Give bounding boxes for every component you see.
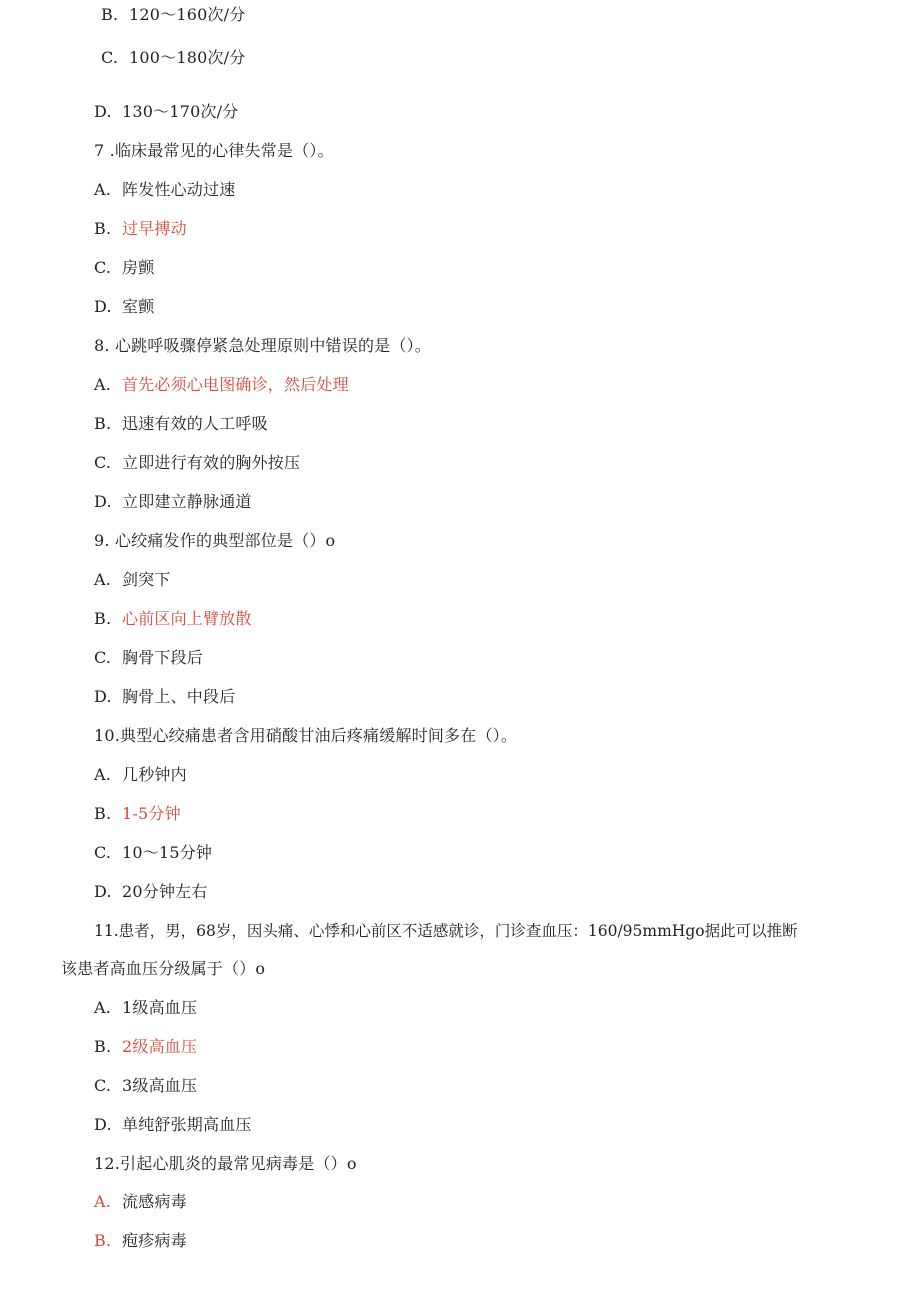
option-9d: [94, 686, 235, 708]
option-12b: [94, 1230, 187, 1252]
option-label: A.: [94, 998, 112, 1017]
option-text: 1级高血压: [122, 998, 198, 1017]
option-label: D.: [94, 297, 112, 316]
option-text: 室颤: [122, 297, 155, 316]
option-6c: [101, 47, 245, 69]
option-text: 剑突下: [122, 570, 171, 589]
option-text: 胸骨下段后: [122, 648, 204, 667]
option-label: B.: [94, 414, 112, 433]
option-text: 疱疹病毒: [122, 1231, 187, 1250]
option-label: C.: [94, 453, 112, 472]
option-text: 2级高血压: [122, 1037, 198, 1056]
option-label: D.: [94, 882, 112, 901]
option-8c: [94, 452, 300, 474]
question-9: 9. 心绞痛发作的典型部位是（）o: [94, 531, 336, 550]
option-label: D.: [94, 1115, 112, 1134]
option-text: 立即建立静脉通道: [122, 492, 252, 511]
option-label: B.: [94, 1231, 112, 1250]
option-8d: [94, 491, 252, 513]
option-7d: [94, 296, 154, 318]
question-10: 10.典型心绞痛患者含用硝酸甘油后疼痛缓解时间多在（）。: [94, 726, 518, 745]
option-text: 流感病毒: [122, 1192, 187, 1211]
option-label: A.: [94, 570, 112, 589]
question-12: 12.引起心肌炎的最常见病毒是（）o: [94, 1154, 357, 1173]
option-label: D.: [94, 687, 112, 706]
question-11-line-1: 11.患者，男，68岁，因头痛、心悸和心前区不适感就诊，门诊查血压：160/95mmHgo据此可以推断: [94, 922, 798, 940]
option-10b-answer: [94, 803, 181, 825]
option-text: 10～15分钟: [122, 843, 213, 862]
option-text: 阵发性心动过速: [122, 180, 236, 199]
option-text: 3级高血压: [122, 1076, 198, 1095]
option-7c: [94, 257, 154, 279]
option-text: 130～170次/分: [122, 102, 239, 121]
question-11-line-2: 该患者高血压分级属于（）o: [61, 959, 266, 978]
option-10d: [94, 881, 208, 903]
option-text: 几秒钟内: [122, 765, 187, 784]
option-text: 立即进行有效的胸外按压: [122, 453, 301, 472]
option-7b-answer: [94, 218, 187, 240]
option-9a: [94, 569, 171, 591]
option-text: 心前区向上臂放散: [122, 609, 252, 628]
option-label: C.: [94, 258, 112, 277]
option-10c: [94, 842, 212, 864]
option-label: C.: [101, 48, 119, 67]
option-label: A.: [94, 180, 112, 199]
option-11a: [94, 997, 197, 1019]
option-text: 房颤: [122, 258, 155, 277]
option-label: A.: [94, 765, 112, 784]
option-text: 100～180次/分: [129, 48, 246, 67]
option-6d: [94, 101, 238, 123]
option-label: C.: [94, 648, 112, 667]
option-label: B.: [94, 804, 112, 823]
option-label: B.: [94, 609, 112, 628]
option-label: A.: [94, 1192, 112, 1211]
option-text: 120～160次/分: [129, 5, 246, 24]
question-7: 7 .临床最常见的心律失常是（）。: [94, 141, 334, 160]
option-9c: [94, 647, 203, 669]
option-10a: [94, 764, 187, 786]
option-label: A.: [94, 375, 112, 394]
option-9b-answer: [94, 608, 252, 630]
option-8a-answer: [94, 374, 349, 396]
option-label: C.: [94, 1076, 112, 1095]
option-12a: [94, 1191, 187, 1213]
option-11b-answer: [94, 1036, 197, 1058]
option-text: 迅速有效的人工呼吸: [122, 414, 268, 433]
question-8: 8. 心跳呼吸骤停紧急处理原则中错误的是（）。: [94, 336, 431, 355]
option-label: B.: [94, 1037, 112, 1056]
option-text: 首先必须心电图确诊，然后处理: [122, 375, 349, 394]
option-text: 单纯舒张期高血压: [122, 1115, 252, 1134]
option-text: 过早搏动: [122, 219, 187, 238]
option-8b: [94, 413, 268, 435]
option-label: B.: [101, 5, 119, 24]
option-text: 1-5分钟: [122, 804, 181, 823]
option-11c: [94, 1075, 197, 1097]
option-7a: [94, 179, 235, 201]
option-label: C.: [94, 843, 112, 862]
option-11d: [94, 1114, 252, 1136]
option-label: D.: [94, 102, 112, 121]
option-label: B.: [94, 219, 112, 238]
option-text: 20分钟左右: [122, 882, 208, 901]
option-6b: [101, 4, 245, 26]
option-text: 胸骨上、中段后: [122, 687, 236, 706]
option-label: D.: [94, 492, 112, 511]
